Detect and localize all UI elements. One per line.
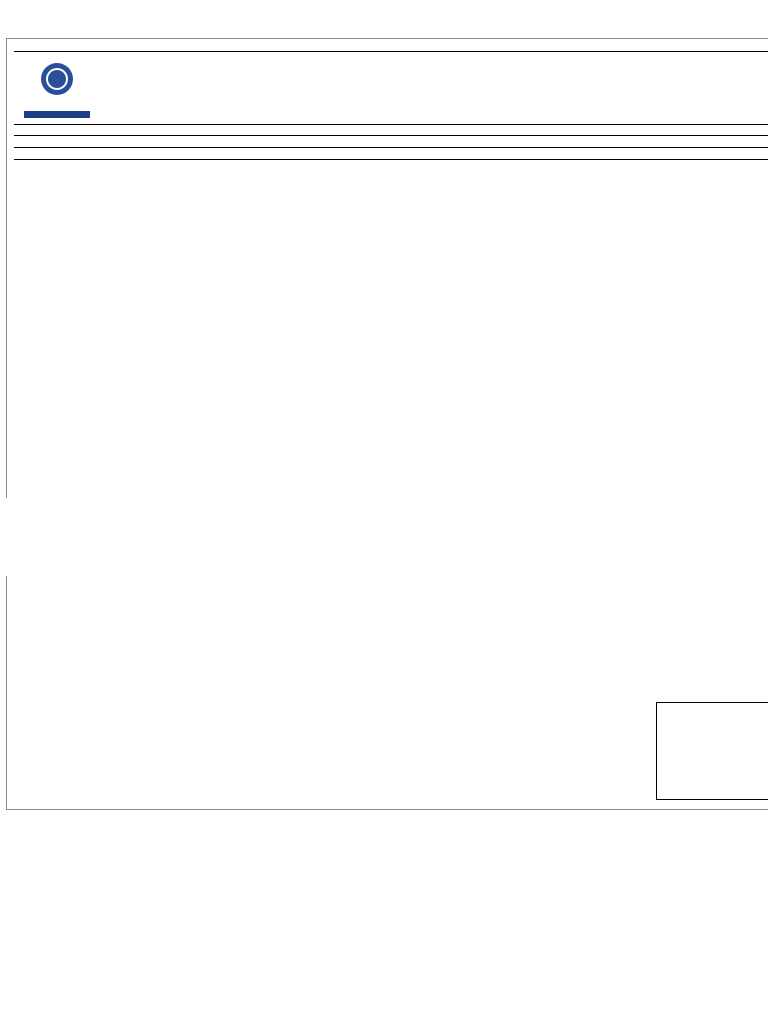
page-border-bottom bbox=[6, 809, 768, 810]
role-label bbox=[45, 148, 255, 160]
santri-info bbox=[14, 135, 768, 160]
name-value bbox=[272, 136, 768, 148]
page-border-top bbox=[6, 38, 768, 39]
name-separator bbox=[255, 136, 272, 148]
role-separator bbox=[255, 148, 272, 160]
header-rule-bottom bbox=[14, 124, 768, 125]
page-border-left-lower bbox=[6, 576, 7, 810]
page-border-left bbox=[6, 38, 7, 498]
signature-box bbox=[656, 702, 768, 800]
role-value bbox=[272, 148, 768, 160]
name-label bbox=[45, 136, 255, 148]
header-rule bbox=[14, 51, 768, 52]
info-row-role bbox=[14, 148, 768, 160]
info-row-name bbox=[14, 136, 768, 148]
yayasan-logo bbox=[22, 60, 96, 122]
